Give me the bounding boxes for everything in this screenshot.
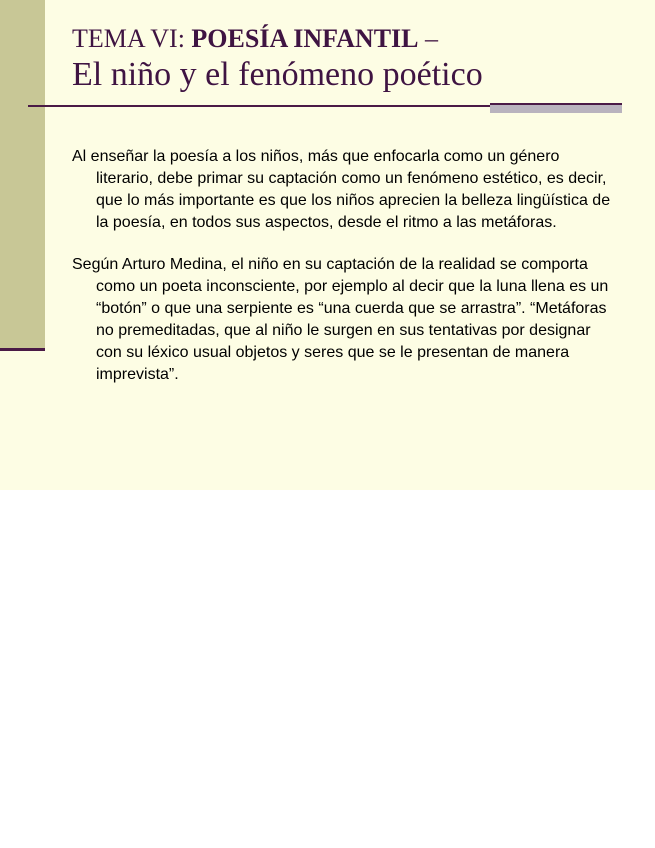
paragraph-2: Según Arturo Medina, el niño en su captación de la realidad se comporta como un poeta inconsciente, por ejemplo al decir que la luna llena es un “botón” o que una serpiente es “una cuerda que se arrastra”. “Metáforas no premeditadas, que al niño le surgen en sus tentativas por designar con su léxico usual objetos y seres que se le presentan de manera imprevista”. bbox=[72, 256, 609, 383]
title-bold: POESÍA INFANTIL bbox=[191, 24, 419, 53]
title-underline bbox=[28, 105, 498, 107]
title-prefix: TEMA VI: bbox=[72, 24, 192, 53]
slide-body bbox=[72, 146, 620, 386]
left-bar-divider bbox=[0, 348, 45, 351]
paragraph-1: Al enseñar la poesía a los niños, más que enfocarla como un género literario, debe primar su captación como un fenómeno estético, es decir, que lo más importante es que los niños aprecien la belleza lingüística de la poesía, en todos sus aspectos, desde el ritmo a las metáforas. bbox=[72, 148, 611, 231]
title-suffix: – bbox=[418, 24, 438, 53]
title-subtitle: El niño y el fenómeno poético bbox=[72, 56, 483, 93]
title-accent-line bbox=[490, 103, 622, 105]
slide-title bbox=[72, 26, 632, 92]
title-line-1 bbox=[72, 26, 632, 52]
left-decorative-bar bbox=[0, 0, 45, 349]
